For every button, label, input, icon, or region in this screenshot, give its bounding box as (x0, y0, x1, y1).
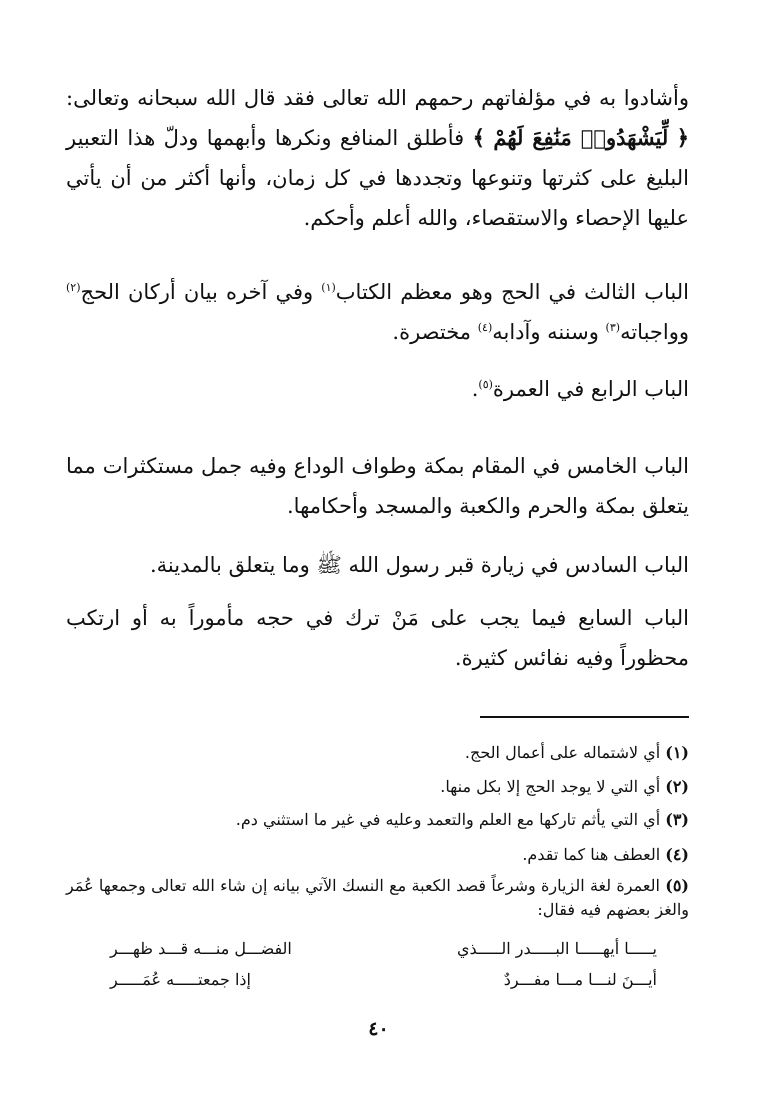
paragraph-text: مختصرة. (392, 320, 472, 344)
footnote-number: (٥) (665, 876, 689, 895)
paragraph-text: الباب السادس في زيارة قبر رسول الله ﷺ وما يتعلق بالمدينة. (149, 553, 689, 577)
footnote-number: (٤) (665, 845, 689, 864)
footnote-4 (66, 843, 689, 867)
footnote-text: أي التي لا يوجد الحج إلا بكل منها. (440, 777, 661, 796)
footnote-1 (66, 741, 689, 765)
paragraph-text: فأطلق المنافع ونكرها وأبهمها ودلّ هذا التعبير البليغ على كثرتها وتنوعها وتجددها في كل زمان، وأنها أكثر من أن يأتي عليها الإحصاء والاستقصاء، والله أعلم وأحكم. (66, 126, 689, 230)
verse-first-hemistich: يـــــا أيهـــــا البـــــدر الـــــذي (457, 939, 657, 958)
poem-verse-1 (110, 937, 657, 961)
page-number: ٤٠ (368, 1018, 389, 1040)
footnote-number: (٣) (665, 810, 689, 829)
paragraph-text: الباب الثالث في الحج وهو معظم الكتاب (335, 280, 689, 304)
quran-bracket-close: ﴾ (472, 125, 485, 150)
paragraph-chapter-6 (66, 545, 689, 585)
quran-bracket-open: ﴿ (676, 125, 689, 150)
footnote-text: العمرة لغة الزيارة وشرعاً قصد الكعبة مع النسك الآتي بيانه إن شاء الله تعالى وجمعها عُمَر والغز بعضهم فيه فقال: (66, 876, 689, 919)
footnote-divider (480, 716, 689, 718)
paragraph-text: وواجباته (620, 320, 689, 344)
paragraph-text: . (471, 377, 479, 401)
footnote-2 (66, 775, 689, 799)
verse-second-hemistich: إذا جمعتـــــه عُمَـــــر (110, 970, 251, 989)
footnote-ref-1[interactable]: (١) (321, 281, 336, 294)
footnote-ref-5[interactable]: (٥) (478, 378, 493, 391)
paragraph-text: وفي آخره بيان أركان الحج (80, 280, 314, 304)
verse-first-hemistich: أيـــنَ لنـــا مـــا مفـــردٌ (503, 970, 657, 989)
paragraph-benefits (66, 78, 689, 238)
paragraph-text: وأشادوا به في مؤلفاتهم رحمهم الله تعالى فقد قال الله سبحانه وتعالى: (66, 86, 689, 110)
footnote-text: العطف هنا كما تقدم. (522, 845, 661, 864)
paragraph-text: الباب الرابع في العمرة (492, 377, 689, 401)
paragraph-chapter-7 (66, 598, 689, 678)
footnote-text: أي لاشتماله على أعمال الحج. (464, 743, 661, 762)
footnote-ref-4[interactable]: (٤) (477, 321, 493, 334)
poem-verse-2 (110, 968, 657, 992)
footnote-text: أي التي يأثم تاركها مع العلم والتعمد وعليه في غير ما استثني دم. (235, 810, 661, 829)
footnote-number: (٢) (665, 777, 689, 796)
paragraph-text: وسننه وآدابه (492, 320, 599, 344)
paragraph-chapter-4 (66, 369, 689, 409)
footnote-ref-2[interactable]: (٢) (66, 281, 81, 294)
footnote-number: (١) (665, 743, 689, 762)
footnote-3 (66, 808, 689, 832)
footnote-ref-3[interactable]: (٣) (605, 321, 621, 334)
quran-verse: لِّيَشْهَدُوا۟ مَنَٰفِعَ لَهُمْ (493, 125, 669, 150)
footnote-5 (66, 874, 689, 922)
paragraph-chapter-3 (66, 272, 689, 352)
verse-second-hemistich: الفضـــل منـــه قـــد ظهـــر (110, 939, 292, 958)
paragraph-chapter-5 (66, 446, 689, 526)
paragraph-text: الباب السابع فيما يجب على مَنْ ترك في حجه مأموراً به أو ارتكب محظوراً وفيه نفائس كثيرة. (66, 606, 689, 670)
paragraph-text: الباب الخامس في المقام بمكة وطواف الوداع وفيه جمل مستكثرات مما يتعلق بمكة والحرم والكعبة والمسجد وأحكامها. (66, 454, 689, 518)
